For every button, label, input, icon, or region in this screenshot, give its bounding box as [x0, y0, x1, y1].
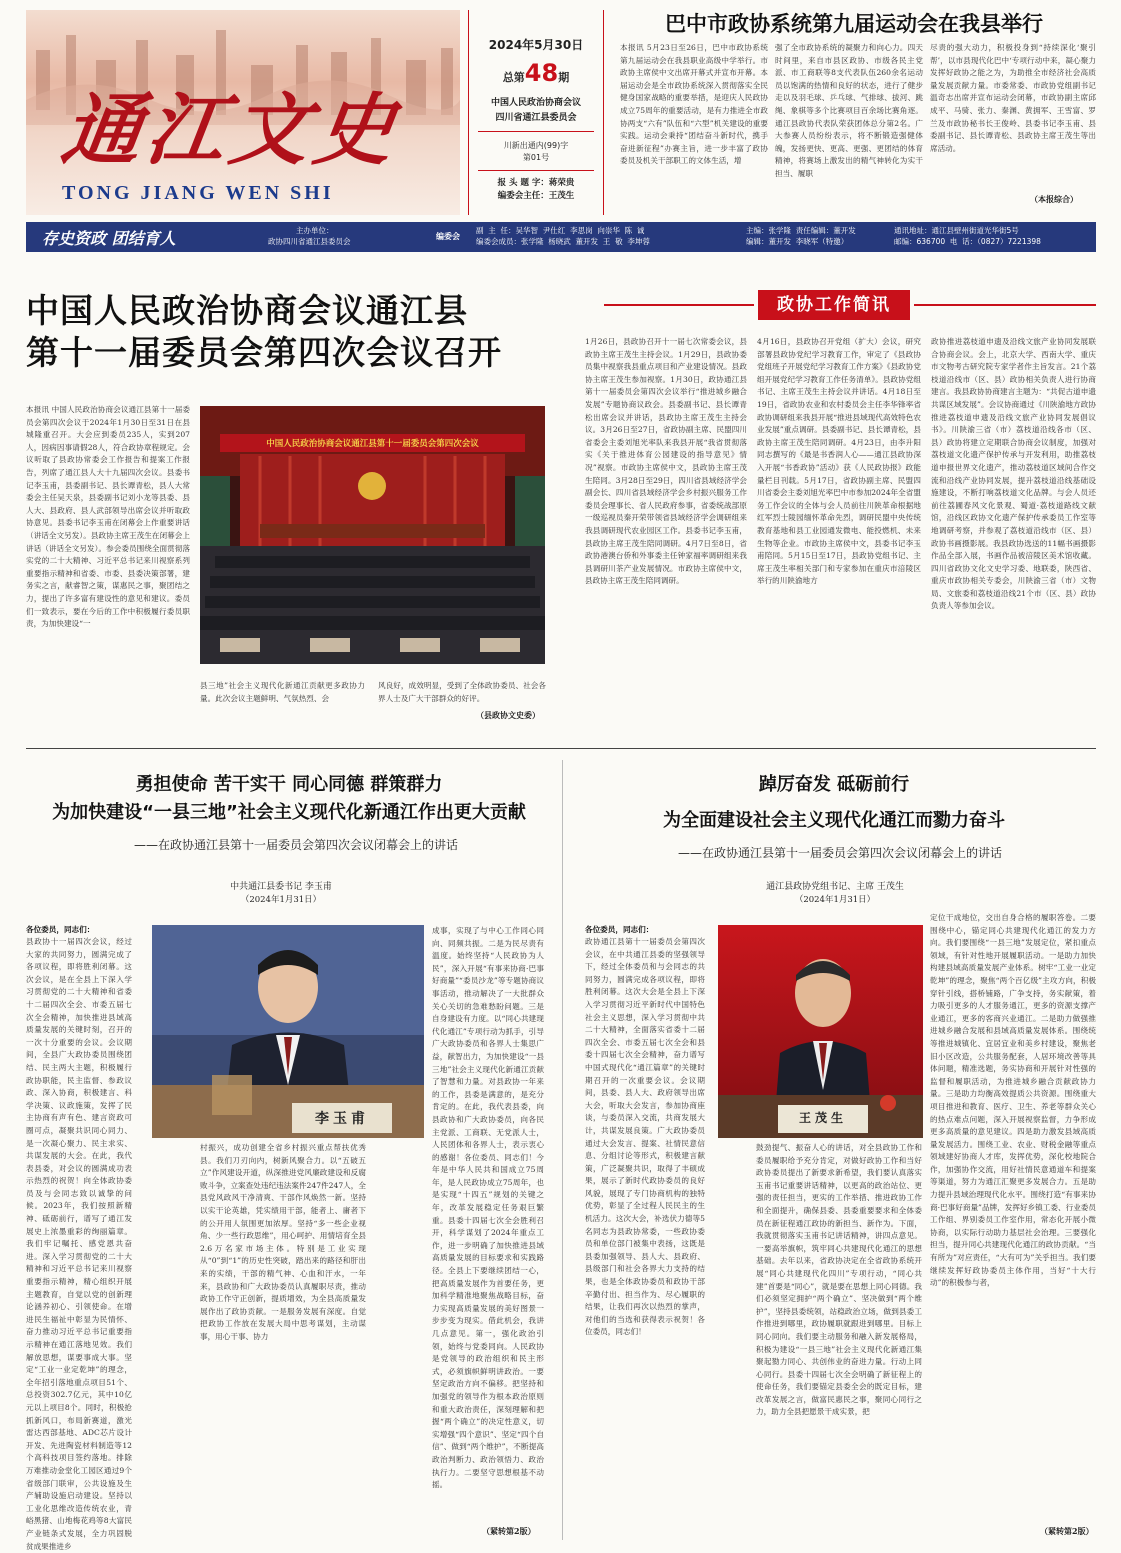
publisher-org-1: 中国人民政治协商会议 [490, 98, 581, 108]
issue-suffix: 期 [558, 71, 570, 84]
column-divider [562, 760, 563, 1540]
speech-right-headline-2: 为全面建设社会主义现代化通江而勠力奋斗 [663, 810, 1005, 831]
speech-right-col-3: 定位干成地位，交出自身合格的履职答卷。二要围绕中心，锚定同心共建现代化通江的发力方向。我们要围绕“一县三地”发展定位，紧扣重点领域，有针对性地开展履职活动。一是助力加快构建县域高质量发展产业体系。树牢“工业一业定乾坤”的理念，聚焦“两个百亿级”主攻方向，积极穿针引线，搭桥铺路，广争支持，务实献策，着力吸引更多的人才服务通江，更多的资源支撑产业通江，更多的客商兴业通江。二是助力做强推进城乡融合发展和县域高质量发展体系。围绕统等推进城镇化、宜居宜业和美乡村建设，聚焦老旧小区改造，公共服务配套，人居环境改善等具体问题，精准选题，务实协商和开展针对性强的监督和履职活动，为推进城乡融合贡献政协力量。三是助力均衡高效提质公共资源。围绕重大项目推进和教育、医疗、卫生、养老等群众关心的热点难点问题，深入开展视察监督，力争形成更多高质量的意见建议。四是助力激发县域高质量发展活力。围绕工业、农业、财税金融等重点领域建好协商人才库，发挥优势，深化校地院合作，加强协作交流，用好社情民意通道车和提案等渠道，努力为通江汇聚更多发展合力。五是助力提升县域治理现代化水平。围绕打造“有事来协商·巴事好商量”品牌，发挥好乡镇工委、行业委员工作组、界别委员工作室作用，常态化开展小微协商，以实际行动助力基层社会治理。三要强化担当，提升同心共建现代化通江的政协贡献。“当有所为”对应责任，“大有可为”关乎担当。我们要继续发挥好政协委员主体作用，当好“十大行动”的积极参与者， [930, 913, 1096, 1288]
board-director: 编委会主任：王茂生 [497, 191, 575, 201]
inscription-credit: 报 头 题 字：蒋荣贵 [497, 178, 575, 188]
speech-left-col-3: 成事，实现了与中心工作同心同向、同频共振。二是为民尽责有温度。始终坚持“人民政协为人民”，深入开展“有事来协商·巴事好商量”“委员沙龙”等专题协商议事活动，推动解决了一大批群众关心关切的急难愁盼问题。三是自身建设有力度。以“同心共建现代化通江”专项行动为抓手，引导广大政协委员和各界人士集思广益，献智出力，为加快建设“一县三地”社会主义现代化新通江贡献了智慧和力量。对县政协一年来的工作，县委是满意的，是充分肯定的。在此，我代表县委，向县政协和广大政协委员，向各民主党派、工商联、无党派人士，人民团体和各界人士，表示衷心的感谢！各位委员、同志们！今年是中华人民共和国成立75周年，是人民政协成立75周年，也是实现“十四五”规划的关键之年，改革发展稳定任务艰巨繁重。县委十四届七次全会胜利召开，科学谋划了2024年重点工作，进一步明确了加快推进县域高质量发展的目标要求和实践路径。全县上下要继续团结一心，把高质量发展作为首要任务，更加科学精准地聚焦战略目标，奋力实现高质量发展的美好图景一步步变为现实。借此机会，我讲几点意见。第一，强化政治引领，始终与党委同向。人民政协是党领导的政治组织和民主形式，必须旗帜鲜明讲政治。一要坚定政治方向不偏移。把坚持和加强党的领导作为根本政治原则和重大政治责任，深刻理解和把握“两个确立”的决定性意义，切实增强“四个意识”、坚定“四个自信”、做到“两个维护”，不断提高政治判断力、政治领悟力、政治执行力。二要坚守思想根基不动摇。 [432, 926, 544, 1490]
briefs-col-3: 政协推进荔枝道申遗及沿线文旅产业协同发展联合协商会议。会上，北京大学、西南大学、重庆市文物考古研究院专家学者作主旨发言。21个荔枝道沿线市（区、县）政协相关负责人进行协商建言。我县政协协商建言主题为：“共促古道申遗 共谋区域发展”。会议协商通过《川陕渝地方政协推进荔枝道申遗及沿线文旅产业协同发展倡议书》。川陕渝三省（市）荔枝道沿线各市（区、县）政协将建立定期联合协商会议制度，加强对荔枝道文化遗产保护传承与开发利用，助推荔枝道申报世界文化遗产，推动荔枝道区域间合作交流和沿线产业协同发展，提升荔枝道沿线基础设施建设，不断打响荔枝道文化品牌。与会人员还前往荔圃春风文化景观、蜀道·荔枝道路线文献馆，沿线区政协文化遗产保护传承委员工作室等地调研考察，并参观了荔枝道沿线市（区、县）政协书画摄影展。我县政协选送的11幅书画摄影作品全部入展，书画作品被涪陵区美术馆收藏。四川省政协文化文史学习委、地联委，陕西省、重庆市政协相关专委会，川陕渝三省（市）文物局、文旅委和荔枝道沿线21个市（区、县）政协负责人等参加会议。 [931, 337, 1096, 611]
lead-headline-line-1: 中国人民政治协商会议通江县 [26, 291, 468, 330]
lead-photo-session [200, 406, 545, 664]
top-story-credit: （本报综合） [1030, 194, 1078, 204]
speech-right-headline-1: 踔厉奋发 砥砺前行 [758, 774, 910, 795]
speech-right-byline: 通江县政协党组书记、主席 王茂生 [766, 882, 904, 892]
speech-right-continued: （紧转第2版） [1040, 1526, 1094, 1536]
speech-left-col-1: 县政协十一届四次会议，经过大家的共同努力，圆满完成了各项议程，即将胜利闭幕。这次会议，是在全县上下深入学习贯彻党的二十大精神和省委十二届四次全会、市委五届七次全会精神，加快推进县域高质量发展的关键时刻，召开的一次十分重要的会议。会议期间，全县广大政协委员围绕团结、民主两大主题，积极履行政协职能，民主监督、参政议政、深入协商，积极建言、科学决策、议政施策，发挥了民主协商有声有色、建言资政可圈可点，凝聚共识同心同力、是一次凝心聚力、民主求实、共谋发展的大会。在此，我代表县委，对会议的圆满成功表示热烈的祝贺！向全体政协委员及与会同志致以诚挚的问候。2023年，我们按照新精神、砥砺前行，谱写了通江发展史上浓墨重彩的绚丽篇章。我们牢记嘱托、感党恩共奋进。深入学习贯彻党的二十大精神和习近平总书记来川视察重要指示精神，精心组织开展主题教育，自觉以党的创新理论涵养初心、引领使命。在增进民生福祉中彰显为民情怀、奋力推动习近平总书记重要指示精神在通江落地见效。我们解放思想，谋要事成大事。坚定“工业一业定乾坤”的理念，全年招引落地重点项目51个、总投资302.7亿元，其中10亿元以上项目8个。同时，积极抢抓新风口，布局新赛道，激光雷达西部基地、ADC芯片设计开发、先进陶瓷材料制造等12个高科技项目签约落地。排除万难推动金堂化工园区通过9个省级部门联审，公共设施及生产辅助设施启动建设。坚持以工业化思维改造传统农业，青峪黑猪、山地梅花鸡等8大富民产业链条式发展，全力巩固脱贫成果推进乡 [26, 937, 132, 1551]
license-number-2: 第01号 [522, 153, 550, 162]
board-label: 编委会 [436, 232, 460, 241]
issue-number [469, 59, 603, 87]
editor-line-2: 编辑：董开发 李晓军（特邀） [746, 237, 849, 246]
host-label: 主办单位： [296, 226, 334, 235]
speech-left-byline: 中共通江县委书记 李玉甫 [230, 882, 332, 892]
speech-right-greeting: 各位委员，同志们： [585, 925, 654, 934]
speech-left-headline-2: 为加快建设“一县三地”社会主义现代化新通江作出更大贡献 [52, 802, 526, 823]
host-org: 政协四川省通江县委员会 [268, 237, 351, 246]
info-bar [26, 222, 1096, 252]
masthead-pinyin: TONG JIANG WEN SHI [62, 182, 334, 204]
issue-info-box [468, 10, 604, 215]
masthead-title: 通江文史 [56, 85, 406, 176]
lead-headline [26, 290, 566, 374]
photo-banner-text: 中国人民政治协商会议通江县第十一届委员会第四次会议 [266, 439, 479, 449]
speech-right-photo [718, 925, 923, 1138]
issue-date: 2024年5月30日 [488, 38, 584, 52]
speech-right-col-1: 政协通江县第十一届委员会第四次会议，在中共通江县委的坚强领导下，经过全体委员和与会同志的共同努力，圆满完成各项议程，即将胜利闭幕。这次大会是全县上下深入学习贯彻习近平新时代中国特色社会主义思想，深入学习贯彻中共二十大精神，全面落实省委十二届四次全会、市委五届七次全会和县委十四届七次全会精神，奋力谱写中国式现代化“通江篇章”的关键时期召开的一次重要会议。会议期间，县委、县人大、政府领导出席大会，听取大会发言，参加协商座谈，与委员深入交流，共商发展大计，共谋发展良策。广大政协委员通过大会发言、提案、社情民意信息、分组讨论等形式，积极建言献策，广泛凝聚共识，取得了丰硕成果，展示了新时代政协委员的良好风貌，展现了专门协商机构的独特优势，彰显了全过程人民民主的生机活力。这次大会，补选伏力德等5名同志为县政协常委，一些政协委员和单位部门被集中表扬，这既是县委加强领导、县人大、县政府、县级部门和社会各界大力支持的结果，也是全体政协委员和政协干部辛勤付出、担当作为、尽心履职的结果，让我们再次以热烈的掌声，对他们的当选和获得表示祝贺！各位委员，同志们！ [585, 937, 705, 1337]
publisher-org-2: 四川省通江县委员会 [495, 113, 577, 123]
lead-col-1: 本报讯 中国人民政治协商会议通江县第十一届委员会第四次会议于2024年1月30日至31日在县城隆重召开。大会应到委员235人，实到207人，因病因事请假28人，符合政协章程规定。会议听取了县政协常委会工作报告和提案工作报告，列席了通江县人大十九届四次会议。县委书记李玉甫，县委副书记、县长谭青松，县人大常委会主任吴天泉，县委副书记刘小龙等县委、县人大、县政府、县人武部领导出席会议并听取政协意见。县委书记李玉甫在闭幕会上作重要讲话（讲话全文另发）。县政协主席王茂生在闭幕会上讲话（讲话全文另发）。参会委员围绕全面贯彻落实党的二十大精神、习近平总书记来川视察系列重要指示精神和省委、市委、县委决策部署，建务实之言，献睿智之策，谋惠民之事，聚团结之力，提出了许多富有建设性的意见和建议。委员们一致表示，要在今后的工作中积极履行委员职责，为加快建设“一 [26, 405, 190, 629]
lead-credit: （县政协文史委） [476, 710, 540, 720]
top-story-col-1: 本报讯 5月23日至26日，巴中市政协系统第九届运动会在我县职业高级中学举行。市政协主席侯中文出席开幕式并宣布开幕。本届运动会是全市政协系统深入贯彻落实全民健身国家战略的重要举措，是迎庆人民政协成立75周年的重要活动，是有力推进全市政协两支“六有”队伍和“六型”机关建设的重要实践。运动会秉持“团结奋斗新时代，携手奋进新征程”办赛主旨，进一步丰富了政协委员及机关干部职工的文体生活，增 [620, 43, 768, 166]
board-line-2: 编委会成员：张学隆 杨晓武 董开发 王 敬 李坤蓉 [476, 237, 650, 246]
speaker-wang-graphic [718, 925, 923, 1138]
issue-prefix: 总第 [502, 71, 525, 84]
top-story-col-2: 强了全市政协系统的凝聚力和向心力。四天时间里，来自市县区政协、市级各民主党派、市工商联等8支代表队伍260余名运动员以饱满的热情和良好的状态，进行了健步走以及羽毛球、乒乓球、气排球、拔河、跳绳、象棋等多个比赛项目百余场比赛角逐。通江县政协代表队荣获团体总分第2名。广大参赛人员纷纷表示，将不断锻造强健体魄，发扬更快、更高、更强、更团结的体育精神，将赛场上激发出的精气神转化为实干担当、履职 [775, 43, 923, 178]
speech-left-date: （2024年1月31日） [240, 895, 322, 905]
speech-right-nameplate: 王茂生 [798, 1111, 847, 1125]
brief-rule-right [914, 304, 1096, 306]
issue-number-value: 48 [524, 59, 559, 87]
briefs-col-2: 4月16日，县政协召开党组（扩大）会议，研究部署县政协党纪学习教育工作，审定了《县政协党组班子开展党纪学习教育工作方案》《县政协党组开展党纪学习教育工作任务清单》。县政协党组书记、主席王茂生主持会议并讲话。4月18日至19日，省政协农业和农村委员会主任李华锋率省政协调研组来我县开展“推进县域现代高效特色农业发展”重点调研。县委副书记、县长谭青松，县政协主席王茂生陪同调研。4月23日，由李升阳同志撰写的《最是书香润人心——通江县政协深入开展“书香政协”活动》获《人民政协报》政能量栏目刊载。5月17日，省政协副主席、民盟四川省委会主委刘旭光率巴中市参加2024年全省盟务工作会议的全体与会人员前往川陕革命根据地红军烈士陵园缅怀革命先烈，调研民盟中央传统教育基地和县工业园通发微电、能投燃机、未来生物等企业。市政协主席侯中文，县委书记李玉甫陪同。5月15日至17日，县政协党组书记、主席王茂生率相关部门和专家参加在重庆市涪陵区举行的川陕渝地方 [757, 337, 921, 586]
speech-left-photo [152, 925, 424, 1138]
briefs-section-tab: 政协工作简讯 [758, 290, 910, 320]
section-divider [26, 748, 1096, 749]
brief-rule-left [604, 304, 754, 306]
speech-right-subhead: ——在政协通江县第十一届委员会第四次会议闭幕会上的讲话 [677, 846, 1002, 860]
speech-right-col-2: 鼓劲提气、振奋人心的讲话，对全县政协工作和委员履职给予充分肯定，对做好政协工作和当好政协委员提出了新要求新希望，我们要认真落实玉甫书记重要讲话精神，以更高的政治站位、更强的责任担当，更实的工作举措、推进政协工作和全面提升，确保县委、县委重要要求和全体委员在新征程通江政协的新担当、新作为。下面，我就贯彻落实玉甫书记讲话精神，讲四点意见。一要高举旗帜，筑牢同心共建现代化通江的思想基础。去年以来，省政协决定在全省政协系统开展“同心共建现代化四川”专项行动，“同心共建”首要是“同心”，就是要在思想上同心同德。我们必须坚定拥护“两个确立”、坚决做到“两个维护”，坚持县委统领，站稳政治立场，做到县委工作推进到哪里，政协履职就跟进到哪里。目标上同心同向。我们要主动服务和融入新发展格局，积极为建设“一县三地”社会主义现代化新通江集聚起勠力同心、共创伟业的奋进力量。行动上同心同行。县委十四届七次全会明确了新征程上的使命任务，我们要锚定县委全会的既定目标，建改革发展之言，做富民惠民之事，聚同心同行之力，助力全县把愿景干成实景，把 [756, 1143, 922, 1417]
address-line-1: 通讯地址：通江县壁州街道光华街5号 [894, 226, 1019, 235]
speaker-li-graphic [152, 925, 424, 1138]
speech-left-col-2: 村振兴，成功创建全省乡村振兴重点帮扶优秀县。我们刀刃向内，树新风聚合力。以“五破五立”作风建设开道，纵深推进党风廉政建设和反腐败斗争，立案查处违纪违法案件247件247人，全县党风政风干净清爽、干部作风焕然一新。坚持以实干论英雄，凭实绩用干部，能者上、庸者下的公开用人氛围更加浓厚。坚持“多一些企业视角、少一些行政思维”，用心呵护、用情培育全县2.6万名家市场主体。特别是工业实现从“0”到“1”的历史性突破，踏出来的路径和肝出来的实绩，干部的精气神、心血和汗水，一年来，县政协和广大政协委员认真履职尽责，推动政协工作守正创新，提质增效，为全县高质量发展作出了政协贡献。一是服务发展有深度。自觉把政协工作放在发展大局中思考谋划，主动谋事，用心干事、协力 [200, 1143, 366, 1341]
speech-left-headline-1: 勇担使命 苦干实干 同心同德 群策群力 [135, 774, 443, 795]
speech-left-continued: （紧转第2版） [482, 1526, 536, 1536]
top-story-col-3: 尽责的强大动力，积极投身到“持续深化‘聚引帮’，以市县现代化巴中‘专项行动中来，凝心聚力发挥好政协之能之为，为助推全市经济社会高质量发展贡献力量。市委常委、市政协党组副书记温奇志出席并宣布运动会闭幕，市政协副主席邱成平、马骑、张力、秦渊、黄拥军、王雪富、罗兰及市政协秘书长王俊岭、县委书记李玉甫、县委副书记、县长谭青松、县政协主席王茂生等出席活动。 [930, 43, 1096, 153]
lead-headline-line-2: 第十一届委员会第四次会议召开 [26, 333, 502, 372]
editor-line-1: 主编：张学隆 责任编辑：董开发 [746, 226, 856, 235]
top-story-headline: 巴中市政协系统第九届运动会在我县举行 [665, 12, 1043, 36]
briefs-col-1: 1月26日，县政协召开十一届七次常委会议，县政协主席王茂生主持会议。1月29日，县政协委员集中视察我县重点项目和产业建设情况。县政协主席王茂生参加视察。1月30日，政协通江县第十一届委员会第四次会议举行“推进城乡融合发展”专题协商议政会。县委副书记、县长谭青松出席会议并讲话，县政协主席王茂生主持会议。3月26日至27日，省政协副主席、民盟四川省委会主委刘旭光率队来我县开展“我省贯彻落实《关于推进体育公园建设的指导意见》情况”视察。市政协主席侯中文，县政协主席王茂生陪同。3月28日至29日，四川省县域经济学会副会长、四川省县域经济学会乡村振兴服务工作委员会理事长、省人民政府参事，省委统战部原一级巡视员秦开荣带领省县域经济学会调研组来我县调研现代农业园区工作。县委书记李玉甫，县政协主席王茂生陪同调研。4月7日至8日，省政协港澳台侨和外事委主任钟家福率调研组来我县调研川茶产业发展情况。市政协主席侯中文，县政协主席王茂生陪同调研。 [585, 337, 747, 586]
speech-right-date: （2024年1月31日） [794, 895, 876, 905]
lead-col-3: 风良好，成效明显，受到了全体政协委员、社会各界人士及广大干部群众的好评。 [378, 681, 546, 703]
license-number: 川新出通内(99)字 [503, 141, 569, 150]
board-line-1: 副 主 任：吴华智 尹仕红 李思岗 向崇华 陈 诚 [476, 226, 645, 235]
masthead-banner [26, 10, 460, 215]
address-line-2: 邮编：636700 电 话：（0827）7221398 [894, 237, 1041, 246]
speech-left-nameplate: 李玉甫 [315, 1111, 369, 1127]
speech-left-greeting: 各位委员，同志们： [26, 925, 95, 934]
lead-col-2: 县三地”社会主义现代化新通江贡献更多政协力量。此次会议主题鲜明、气氛热烈、会 [200, 681, 365, 703]
slogan: 存史资政 团结育人 [42, 229, 176, 248]
speech-left-col-3-continued [376, 1142, 544, 1522]
speech-left-subhead: ——在政协通江县第十一届委员会第四次会议闭幕会上的讲话 [133, 838, 458, 852]
